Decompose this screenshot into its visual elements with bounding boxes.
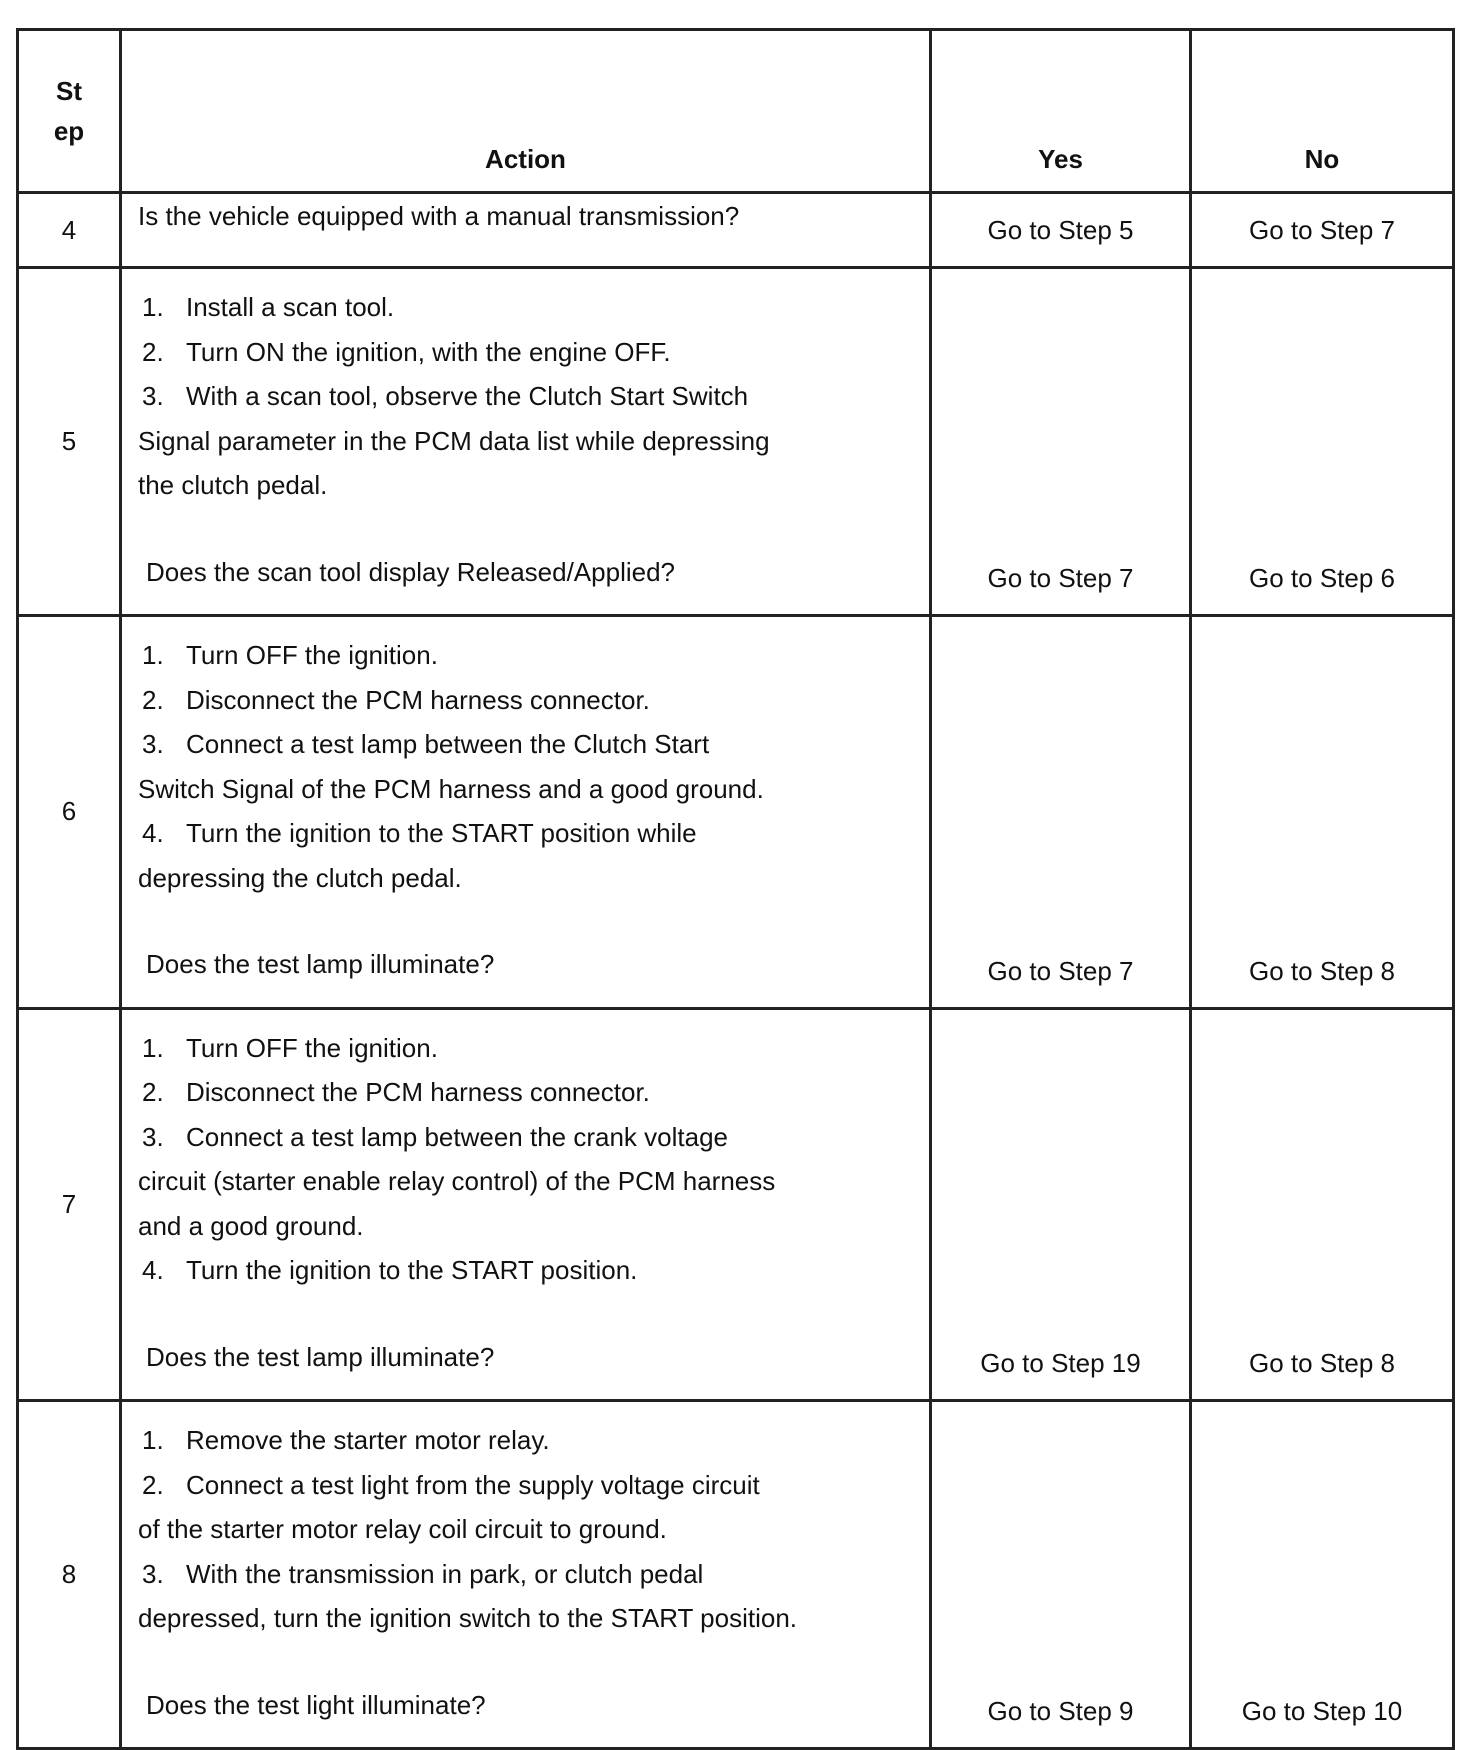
line-text: depressed, turn the ignition switch to the START position. — [138, 1603, 798, 1633]
line-number: 3. — [142, 729, 164, 759]
line-text: Remove the starter motor relay. — [186, 1425, 550, 1455]
no-result: Go to Step 7 — [1191, 193, 1454, 268]
step-number: 7 — [18, 1008, 121, 1401]
line-number: 2. — [142, 336, 164, 367]
line-number: 1. — [142, 292, 164, 322]
line-text: Connect a test lamp between the crank voltage — [186, 1121, 728, 1152]
action-line — [138, 633, 915, 678]
action-question: Does the scan tool display Released/Applied? — [146, 556, 676, 587]
line-text: circuit (starter enable relay control) of the PCM harness — [138, 1166, 776, 1196]
action-line — [138, 1418, 915, 1463]
line-text: of the starter motor relay coil circuit to ground. — [138, 1514, 667, 1544]
action-line — [138, 285, 915, 330]
action-cell — [121, 193, 931, 268]
action-line — [138, 419, 915, 464]
action-line — [138, 1248, 915, 1293]
table-row — [18, 193, 1454, 268]
line-number: 1. — [142, 640, 164, 670]
line-text: Connect a test light from the supply voltage circuit — [186, 1469, 760, 1500]
action-line — [138, 722, 915, 767]
step-column-header: St ep — [18, 30, 121, 193]
action-line — [138, 1204, 915, 1249]
diagnostic-table — [16, 28, 1455, 1750]
line-text: Turn OFF the ignition. — [186, 640, 438, 670]
step-number: 4 — [18, 193, 121, 268]
no-result: Go to Step 6 — [1191, 268, 1454, 616]
line-text: Switch Signal of the PCM harness and a good ground. — [138, 773, 764, 804]
action-line — [138, 463, 915, 508]
action-cell — [121, 1008, 931, 1401]
no-result: Go to Step 8 — [1191, 616, 1454, 1009]
line-number: 3. — [142, 381, 164, 411]
action-question: Does the test lamp illuminate? — [146, 1341, 495, 1372]
action-line — [138, 678, 915, 723]
line-text: depressing the clutch pedal. — [138, 862, 462, 893]
table-row — [18, 268, 1454, 616]
line-text: With a scan tool, observe the Clutch Start Switch — [186, 381, 749, 411]
action-line — [138, 1552, 915, 1597]
line-number: 2. — [142, 1469, 164, 1500]
line-number: 3. — [142, 1558, 164, 1589]
action-column-header: Action — [121, 30, 931, 193]
line-number: 1. — [142, 1425, 164, 1455]
yes-result: Go to Step 19 — [931, 1008, 1191, 1401]
line-number: 3. — [142, 1121, 164, 1152]
action-line — [138, 1159, 915, 1204]
yes-result: Go to Step 5 — [931, 193, 1191, 268]
line-text: Install a scan tool. — [186, 292, 395, 322]
yes-column-header: Yes — [931, 30, 1191, 193]
action-question: Does the test light illuminate? — [146, 1689, 486, 1720]
line-text: Turn OFF the ignition. — [186, 1032, 438, 1063]
line-text: With the transmission in park, or clutch pedal — [186, 1558, 704, 1589]
table-row — [18, 616, 1454, 1009]
action-question: Does the test lamp illuminate? — [146, 949, 495, 979]
line-number: 2. — [142, 684, 164, 715]
step-number: 8 — [18, 1401, 121, 1749]
action-line — [138, 1026, 915, 1071]
line-text: Turn the ignition to the START position while — [186, 818, 697, 848]
action-line — [138, 1070, 915, 1115]
line-number: 4. — [142, 1255, 164, 1285]
line-text: Disconnect the PCM harness connector. — [186, 684, 650, 715]
no-result: Go to Step 10 — [1191, 1401, 1454, 1749]
action-line — [138, 856, 915, 901]
line-number: 4. — [142, 818, 164, 848]
action-line — [138, 374, 915, 419]
line-text: and a good ground. — [138, 1210, 364, 1241]
line-number: 2. — [142, 1077, 164, 1107]
action-cell — [121, 616, 931, 1009]
action-line — [138, 1596, 915, 1641]
line-text: Connect a test lamp between the Clutch Start — [186, 729, 710, 759]
step-number: 6 — [18, 616, 121, 1009]
table-row — [18, 1008, 1454, 1401]
header-row — [18, 30, 1454, 193]
action-question: Is the vehicle equipped with a manual transmission? — [138, 201, 740, 231]
line-text: Disconnect the PCM harness connector. — [186, 1077, 650, 1107]
yes-result: Go to Step 9 — [931, 1401, 1191, 1749]
action-line — [138, 1115, 915, 1160]
action-line — [138, 330, 915, 375]
no-result: Go to Step 8 — [1191, 1008, 1454, 1401]
line-text: Signal parameter in the PCM data list while depressing — [138, 425, 770, 456]
step-number: 5 — [18, 268, 121, 616]
yes-result: Go to Step 7 — [931, 616, 1191, 1009]
action-cell — [121, 1401, 931, 1749]
action-line — [138, 1463, 915, 1508]
line-text: Turn ON the ignition, with the engine OFF. — [186, 336, 671, 367]
no-column-header: No — [1191, 30, 1454, 193]
line-text: the clutch pedal. — [138, 470, 328, 500]
yes-result: Go to Step 7 — [931, 268, 1191, 616]
line-text: Turn the ignition to the START position. — [186, 1255, 638, 1285]
line-number: 1. — [142, 1032, 164, 1063]
action-cell — [121, 268, 931, 616]
table-row — [18, 1401, 1454, 1749]
action-line — [138, 1507, 915, 1552]
action-line — [138, 767, 915, 812]
action-line — [138, 811, 915, 856]
